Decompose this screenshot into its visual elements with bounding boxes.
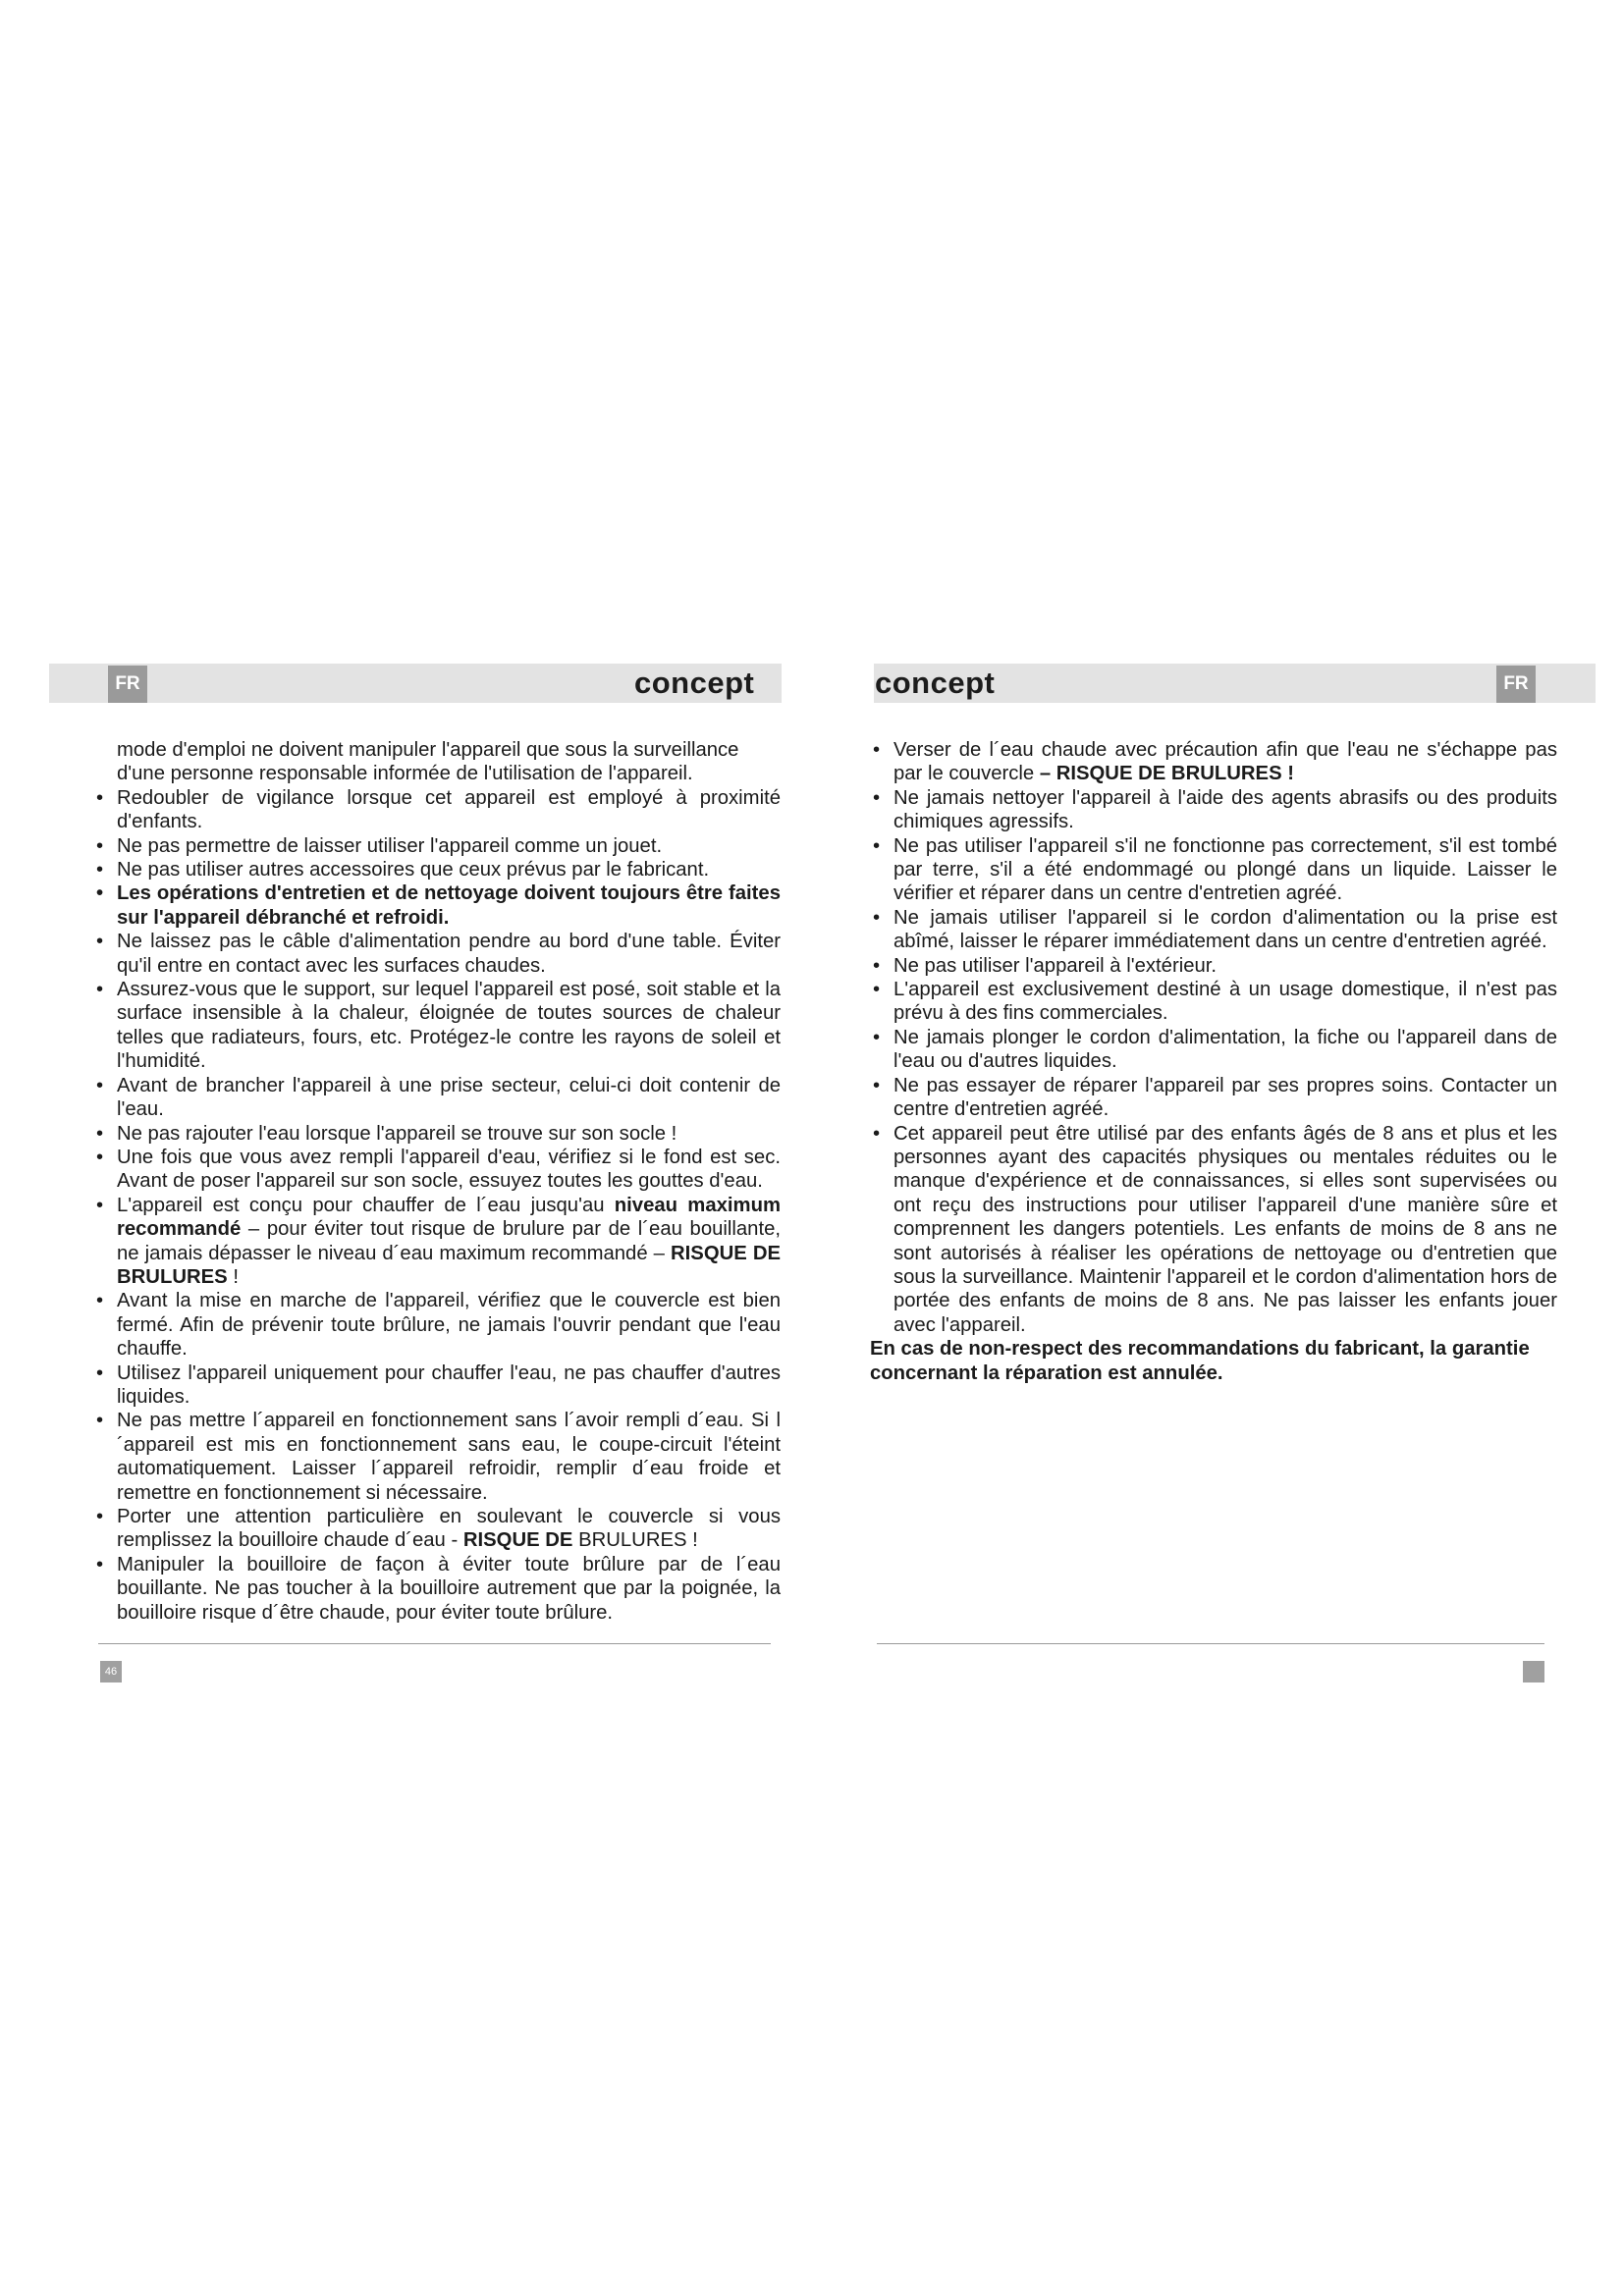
list-item: • Les opérations d'entretien et de nettoyage doivent toujours être faites sur l'appareil débranché et refroidi. — [93, 881, 781, 930]
list-item: • Cet appareil peut être utilisé par des enfants âgés de 8 ans et plus et les personnes ayant des capacités physiques ou mentales réduites ou le manque d'expérience et de connaissances, si elles sont supervisées ou ont reçu des instructions pour utiliser l'appareil d'une manière sûre et comprennent les dangers potentiels. Les enfants de moins de 8 ans ne sont autorisés à réaliser les opérations de nettoyage ou d'entretien que sous la surveillance. Maintenir l'appareil et le cordon d'alimentation hors de portée des enfants de moins de 8 ans. Ne pas laisser les enfants jouer avec l'appareil. — [870, 1122, 1557, 1338]
list-item: • Avant de brancher l'appareil à une prise secteur, celui-ci doit contenir de l'eau. — [93, 1074, 781, 1122]
list-item: • Manipuler la bouilloire de façon à éviter toute brûlure par de l´eau bouillante. Ne pas toucher à la bouilloire autrement que par la poignée, la bouilloire risque d´être chaude, pour éviter toute brûlure. — [93, 1553, 781, 1625]
list-item-text: Verser de l´eau chaude avec précaution afin que l'eau ne s'échappe pas par le couvercle — [893, 739, 1557, 785]
list-item — [93, 1194, 781, 1290]
page-number: 46 — [100, 1661, 122, 1682]
list-item: • Ne pas rajouter l'eau lorsque l'appareil se trouve sur son socle ! — [93, 1122, 781, 1146]
list-item-text: Porter une attention particulière en soulevant le couvercle si vous remplissez la bouilloire chaude d´eau - — [117, 1506, 781, 1552]
list-item: • Avant la mise en marche de l'appareil, vérifiez que le couvercle est bien fermé. Afin de prévenir toute brûlure, ne jamais l'ouvrir pendant que l'eau chauffe. — [93, 1289, 781, 1361]
list-item: • Ne pas essayer de réparer l'appareil par ses propres soins. Contacter un centre d'entretien agréé. — [870, 1074, 1557, 1122]
lead-paragraph: mode d'emploi ne doivent manipuler l'appareil que sous la surveillance d'une personne responsable informée de l'utilisation de l'appareil. — [117, 739, 739, 785]
list-item: • Ne pas utiliser l'appareil s'il ne fonctionne pas correctement, s'il est tombé par terre, s'il a été endommagé ou plongé dans un liquide. Laisser le vérifier et réparer dans un centre d'entretien agréé. — [870, 834, 1557, 906]
footer-rule-left — [98, 1643, 771, 1644]
list-item: • L'appareil est exclusivement destiné à un usage domestique, il n'est pas prévu à des fins commerciales. — [870, 978, 1557, 1026]
left-column — [93, 738, 781, 1625]
warranty-notice: En cas de non-respect des recommandations du fabricant, la garantie concernant la réparation est annulée. — [870, 1338, 1530, 1384]
list-item: • Une fois que vous avez rempli l'appareil d'eau, vérifiez si le fond est sec. Avant de poser l'appareil sur son socle, essuyez toutes les gouttes d'eau. — [93, 1146, 781, 1194]
safety-list-right — [870, 738, 1557, 1337]
list-item: • Ne pas mettre l´appareil en fonctionnement sans l´avoir rempli d´eau. Si l´appareil est mis en fonctionnement sans eau, le coupe-circuit l'éteint automatiquement. Laisser l´appareil refroidir, remplir d´eau froide et remettre en fonctionnement si nécessaire. — [93, 1409, 781, 1505]
list-item: • Ne jamais nettoyer l'appareil à l'aide des agents abrasifs ou des produits chimiques agressifs. — [870, 786, 1557, 834]
language-tab-left: FR — [108, 666, 147, 703]
list-item: • Ne laissez pas le câble d'alimentation pendre au bord d'une table. Éviter qu'il entre en contact avec les surfaces chaudes. — [93, 930, 781, 978]
list-item: • Ne pas utiliser l'appareil à l'extérieur. — [870, 954, 1557, 978]
right-column — [870, 738, 1557, 1385]
list-item-text: L'appareil est conçu pour chauffer de l´eau jusqu'au — [117, 1194, 615, 1216]
warning-text: – RISQUE DE BRULURES ! — [1039, 763, 1294, 785]
list-item: • Ne jamais utiliser l'appareil si le cordon d'alimentation ou la prise est abîmé, laisser le réparer immédiatement dans un centre d'entretien agréé. — [870, 906, 1557, 954]
emphasis-text: niveau maximum recommandé — [117, 1194, 781, 1241]
list-item: • Redoubler de vigilance lorsque cet appareil est employé à proximité d'enfants. — [93, 786, 781, 834]
brand-logo-right: concept — [875, 666, 996, 700]
footer-rule-right — [877, 1643, 1544, 1644]
list-item-text: – pour éviter tout risque de brulure par de l´eau bouillante, ne jamais dépasser le niveau d´eau maximum recommandé – — [117, 1218, 781, 1264]
list-item: • Ne pas utiliser autres accessoires que ceux prévus par le fabricant. — [93, 858, 781, 881]
safety-list-left — [93, 786, 781, 1625]
warning-text: RISQUE DE — [462, 1529, 573, 1552]
list-item: • Ne jamais plonger le cordon d'alimentation, la fiche ou l'appareil dans de l'eau ou d'autres liquides. — [870, 1026, 1557, 1074]
list-item-text: ! — [227, 1265, 239, 1288]
language-tab-right: FR — [1496, 666, 1536, 703]
list-item-text: BRULURES ! — [572, 1529, 698, 1552]
list-item — [93, 1505, 781, 1553]
page-marker-right — [1523, 1661, 1544, 1682]
list-item: • Utilisez l'appareil uniquement pour chauffer l'eau, ne pas chauffer d'autres liquides. — [93, 1362, 781, 1410]
list-item — [870, 738, 1557, 786]
list-item: • Ne pas permettre de laisser utiliser l'appareil comme un jouet. — [93, 834, 781, 858]
brand-logo-left: concept — [634, 666, 755, 700]
list-item: • Assurez-vous que le support, sur lequel l'appareil est posé, soit stable et la surface insensible à la chaleur, éloignée de toutes sources de chaleur telles que radiateurs, fours, etc. Protégez-le contre les rayons de soleil et l'humidité. — [93, 978, 781, 1074]
warning-text: RISQUE DE BRULURES — [117, 1242, 781, 1288]
